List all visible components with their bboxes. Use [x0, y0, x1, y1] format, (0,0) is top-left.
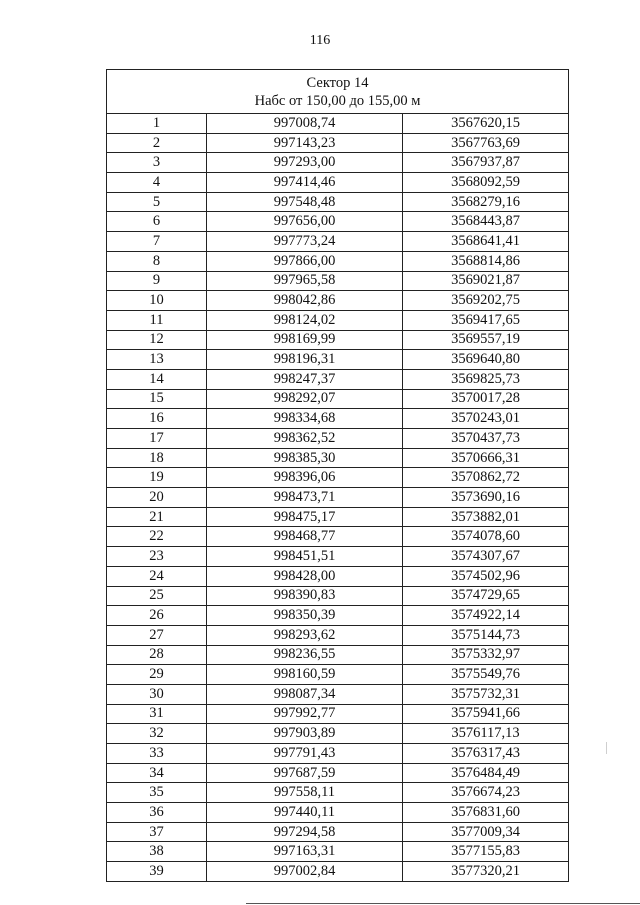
table-row: [107, 566, 569, 586]
point-number-cell: 30: [107, 684, 207, 704]
point-number-cell: 39: [107, 862, 207, 882]
table-row: [107, 527, 569, 547]
table-row: [107, 606, 569, 626]
point-number-cell: 36: [107, 803, 207, 823]
coordinates-table: [106, 69, 569, 882]
table-row: [107, 803, 569, 823]
x-coordinate-cell: 997414,46: [207, 173, 403, 193]
table-row: [107, 645, 569, 665]
x-coordinate-cell: 998475,17: [207, 507, 403, 527]
table-row: [107, 625, 569, 645]
y-coordinate-cell: 3569021,87: [403, 271, 569, 291]
point-number-cell: 22: [107, 527, 207, 547]
y-coordinate-cell: 3576484,49: [403, 763, 569, 783]
table-row: [107, 586, 569, 606]
table-header: [107, 70, 569, 114]
table-row: [107, 251, 569, 271]
x-coordinate-cell: 998124,02: [207, 310, 403, 330]
table-row: [107, 369, 569, 389]
x-coordinate-cell: 998292,07: [207, 389, 403, 409]
table-row: [107, 389, 569, 409]
height-range-subtitle: Набс от 150,00 до 155,00 м: [254, 92, 421, 109]
y-coordinate-cell: 3577320,21: [403, 862, 569, 882]
table-row: [107, 232, 569, 252]
y-coordinate-cell: 3574729,65: [403, 586, 569, 606]
x-coordinate-cell: 997687,59: [207, 763, 403, 783]
x-coordinate-cell: 998247,37: [207, 369, 403, 389]
y-coordinate-cell: 3569557,19: [403, 330, 569, 350]
point-number-cell: 35: [107, 783, 207, 803]
y-coordinate-cell: 3569202,75: [403, 291, 569, 311]
y-coordinate-cell: 3575941,66: [403, 704, 569, 724]
y-coordinate-cell: 3569825,73: [403, 369, 569, 389]
x-coordinate-cell: 998087,34: [207, 684, 403, 704]
x-coordinate-cell: 997558,11: [207, 783, 403, 803]
point-number-cell: 19: [107, 468, 207, 488]
point-number-cell: 26: [107, 606, 207, 626]
y-coordinate-cell: 3575144,73: [403, 625, 569, 645]
page-number: 116: [309, 33, 331, 48]
x-coordinate-cell: 998160,59: [207, 665, 403, 685]
table-row: [107, 704, 569, 724]
point-number-cell: 31: [107, 704, 207, 724]
y-coordinate-cell: 3576117,13: [403, 724, 569, 744]
table-row: [107, 448, 569, 468]
scan-edge-mark: [606, 742, 607, 754]
table-row: [107, 271, 569, 291]
x-coordinate-cell: 997965,58: [207, 271, 403, 291]
table-row: [107, 842, 569, 862]
y-coordinate-cell: 3575732,31: [403, 684, 569, 704]
x-coordinate-cell: 997992,77: [207, 704, 403, 724]
point-number-cell: 33: [107, 744, 207, 764]
table-row: [107, 114, 569, 134]
table-row: [107, 212, 569, 232]
table-row: [107, 173, 569, 193]
x-coordinate-cell: 998396,06: [207, 468, 403, 488]
scan-bottom-line: [246, 903, 640, 904]
x-coordinate-cell: 997791,43: [207, 744, 403, 764]
point-number-cell: 38: [107, 842, 207, 862]
point-number-cell: 4: [107, 173, 207, 193]
x-coordinate-cell: 998236,55: [207, 645, 403, 665]
y-coordinate-cell: 3576317,43: [403, 744, 569, 764]
point-number-cell: 17: [107, 429, 207, 449]
x-coordinate-cell: 998293,62: [207, 625, 403, 645]
table-row: [107, 665, 569, 685]
table-row: [107, 468, 569, 488]
x-coordinate-cell: 997008,74: [207, 114, 403, 134]
x-coordinate-cell: 997548,48: [207, 192, 403, 212]
point-number-cell: 29: [107, 665, 207, 685]
y-coordinate-cell: 3570437,73: [403, 429, 569, 449]
y-coordinate-cell: 3567763,69: [403, 133, 569, 153]
x-coordinate-cell: 998473,71: [207, 488, 403, 508]
table-row: [107, 409, 569, 429]
y-coordinate-cell: 3570666,31: [403, 448, 569, 468]
point-number-cell: 23: [107, 547, 207, 567]
y-coordinate-cell: 3569640,80: [403, 350, 569, 370]
table-body: [107, 114, 569, 882]
y-coordinate-cell: 3574922,14: [403, 606, 569, 626]
x-coordinate-cell: 998390,83: [207, 586, 403, 606]
y-coordinate-cell: 3574502,96: [403, 566, 569, 586]
point-number-cell: 15: [107, 389, 207, 409]
y-coordinate-cell: 3577009,34: [403, 822, 569, 842]
y-coordinate-cell: 3568814,86: [403, 251, 569, 271]
point-number-cell: 14: [107, 369, 207, 389]
table-row: [107, 350, 569, 370]
point-number-cell: 18: [107, 448, 207, 468]
x-coordinate-cell: 997773,24: [207, 232, 403, 252]
point-number-cell: 11: [107, 310, 207, 330]
x-coordinate-cell: 997440,11: [207, 803, 403, 823]
y-coordinate-cell: 3570243,01: [403, 409, 569, 429]
table-row: [107, 783, 569, 803]
x-coordinate-cell: 997656,00: [207, 212, 403, 232]
table-row: [107, 822, 569, 842]
x-coordinate-cell: 997143,23: [207, 133, 403, 153]
point-number-cell: 12: [107, 330, 207, 350]
point-number-cell: 25: [107, 586, 207, 606]
y-coordinate-cell: 3568443,87: [403, 212, 569, 232]
x-coordinate-cell: 998451,51: [207, 547, 403, 567]
x-coordinate-cell: 998169,99: [207, 330, 403, 350]
y-coordinate-cell: 3574307,67: [403, 547, 569, 567]
y-coordinate-cell: 3568279,16: [403, 192, 569, 212]
table-row: [107, 153, 569, 173]
x-coordinate-cell: 998350,39: [207, 606, 403, 626]
x-coordinate-cell: 998428,00: [207, 566, 403, 586]
x-coordinate-cell: 998042,86: [207, 291, 403, 311]
point-number-cell: 6: [107, 212, 207, 232]
y-coordinate-cell: 3573882,01: [403, 507, 569, 527]
table-row: [107, 862, 569, 882]
y-coordinate-cell: 3575332,97: [403, 645, 569, 665]
x-coordinate-cell: 998362,52: [207, 429, 403, 449]
table-row: [107, 488, 569, 508]
y-coordinate-cell: 3569417,65: [403, 310, 569, 330]
x-coordinate-cell: 997163,31: [207, 842, 403, 862]
point-number-cell: 10: [107, 291, 207, 311]
table-row: [107, 724, 569, 744]
point-number-cell: 32: [107, 724, 207, 744]
point-number-cell: 37: [107, 822, 207, 842]
y-coordinate-cell: 3570862,72: [403, 468, 569, 488]
y-coordinate-cell: 3568092,59: [403, 173, 569, 193]
point-number-cell: 13: [107, 350, 207, 370]
table-row: [107, 133, 569, 153]
y-coordinate-cell: 3576674,23: [403, 783, 569, 803]
x-coordinate-cell: 997002,84: [207, 862, 403, 882]
x-coordinate-cell: 998385,30: [207, 448, 403, 468]
y-coordinate-cell: 3570017,28: [403, 389, 569, 409]
table-row: [107, 291, 569, 311]
point-number-cell: 27: [107, 625, 207, 645]
point-number-cell: 16: [107, 409, 207, 429]
point-number-cell: 21: [107, 507, 207, 527]
x-coordinate-cell: 997903,89: [207, 724, 403, 744]
x-coordinate-cell: 997294,58: [207, 822, 403, 842]
table-row: [107, 763, 569, 783]
point-number-cell: 24: [107, 566, 207, 586]
table-row: [107, 429, 569, 449]
point-number-cell: 1: [107, 114, 207, 134]
point-number-cell: 9: [107, 271, 207, 291]
y-coordinate-cell: 3573690,16: [403, 488, 569, 508]
table-row: [107, 507, 569, 527]
table-row: [107, 310, 569, 330]
table-row: [107, 684, 569, 704]
table-row: [107, 744, 569, 764]
y-coordinate-cell: 3568641,41: [403, 232, 569, 252]
point-number-cell: 7: [107, 232, 207, 252]
table-row: [107, 547, 569, 567]
sector-title: Сектор 14: [306, 74, 369, 91]
y-coordinate-cell: 3576831,60: [403, 803, 569, 823]
point-number-cell: 2: [107, 133, 207, 153]
point-number-cell: 3: [107, 153, 207, 173]
y-coordinate-cell: 3575549,76: [403, 665, 569, 685]
table-header-row: [107, 70, 569, 114]
x-coordinate-cell: 997866,00: [207, 251, 403, 271]
y-coordinate-cell: 3567620,15: [403, 114, 569, 134]
y-coordinate-cell: 3574078,60: [403, 527, 569, 547]
point-number-cell: 34: [107, 763, 207, 783]
table-row: [107, 330, 569, 350]
x-coordinate-cell: 997293,00: [207, 153, 403, 173]
table-row: [107, 192, 569, 212]
x-coordinate-cell: 998196,31: [207, 350, 403, 370]
point-number-cell: 28: [107, 645, 207, 665]
point-number-cell: 20: [107, 488, 207, 508]
x-coordinate-cell: 998468,77: [207, 527, 403, 547]
point-number-cell: 8: [107, 251, 207, 271]
x-coordinate-cell: 998334,68: [207, 409, 403, 429]
y-coordinate-cell: 3577155,83: [403, 842, 569, 862]
point-number-cell: 5: [107, 192, 207, 212]
y-coordinate-cell: 3567937,87: [403, 153, 569, 173]
